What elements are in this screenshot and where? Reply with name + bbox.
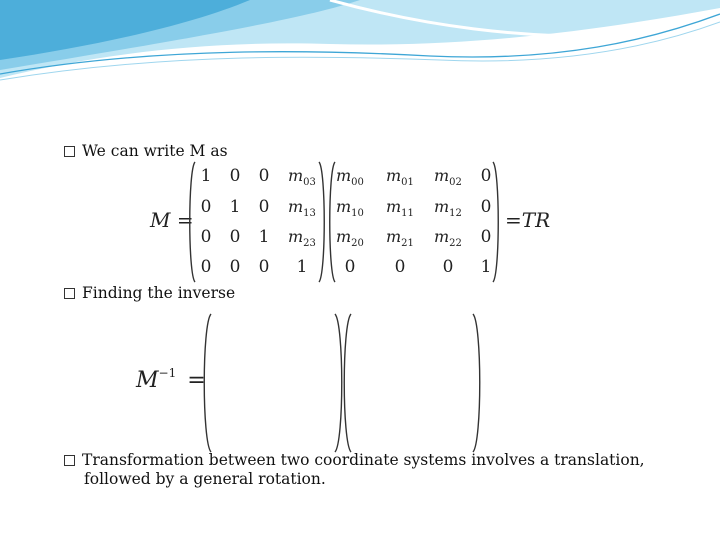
bullet-text-line2: followed by a general rotation. <box>84 470 326 488</box>
r-matrix-cell: 0 <box>480 227 492 247</box>
box-bullet-icon <box>64 455 75 466</box>
r-matrix-cell: $m_{01}$ <box>386 166 414 189</box>
eq1-rhs-tr: TR <box>521 208 551 232</box>
eq2-lhs-sup: −1 <box>158 366 177 380</box>
t-matrix-cell: $m_{23}$ <box>288 227 316 250</box>
t-matrix-cell: 1 <box>200 166 212 186</box>
t-matrix-cell: 0 <box>200 257 212 277</box>
r-matrix-cell: 0 <box>344 257 356 277</box>
box-bullet-icon <box>64 288 75 299</box>
r-matrix-cell: 0 <box>442 257 454 277</box>
inverse-matrix1-left-bracket <box>200 312 212 454</box>
r-matrix-cell: 0 <box>480 166 492 186</box>
r-matrix-cell: 0 <box>480 197 492 217</box>
t-matrix-cell: 0 <box>258 166 270 186</box>
r-matrix-cell: $m_{02}$ <box>434 166 462 189</box>
bullet-finding-inverse <box>64 284 235 303</box>
inverse-matrix2-left-bracket <box>340 312 352 454</box>
t-matrix-cell: 0 <box>229 257 241 277</box>
r-matrix-cell: $m_{20}$ <box>336 227 364 250</box>
r-matrix-cell: $m_{10}$ <box>336 197 364 220</box>
bullet-transformation <box>64 451 645 489</box>
t-matrix-cell: 0 <box>258 197 270 217</box>
eq1-rhs-eq: = <box>505 208 522 232</box>
t-matrix-cell: 0 <box>229 227 241 247</box>
inverse-matrix2-right-bracket <box>472 312 484 454</box>
eq1-eq-sign: = <box>176 208 194 232</box>
r-matrix-cell: $m_{11}$ <box>386 197 414 220</box>
bullet-text: Finding the inverse <box>82 284 236 302</box>
r-matrix-cell: 0 <box>394 257 406 277</box>
eq1-lhs-var: M <box>150 208 171 232</box>
r-matrix-cell: 1 <box>480 257 492 277</box>
r-matrix-cell: $m_{12}$ <box>434 197 462 220</box>
t-matrix-cell: 1 <box>296 257 308 277</box>
eq1-rhs <box>505 208 550 232</box>
bullet-text: We can write M as <box>82 142 228 160</box>
t-matrix-cell: $m_{03}$ <box>288 166 316 189</box>
r-matrix-cell: $m_{22}$ <box>434 227 462 250</box>
bullet-write-m <box>64 142 228 161</box>
t-matrix-cell: 0 <box>258 257 270 277</box>
box-bullet-icon <box>64 146 75 157</box>
eq2-lhs <box>136 366 206 393</box>
r-matrix-cell: $m_{21}$ <box>386 227 414 250</box>
r-matrix-cell: $m_{00}$ <box>336 166 364 189</box>
t-matrix-cell: 0 <box>229 166 241 186</box>
t-matrix-cell: 1 <box>258 227 270 247</box>
header-wave-decoration <box>0 0 720 110</box>
t-matrix-cell: $m_{13}$ <box>288 197 316 220</box>
bullet-text-line1: Transformation between two coordinate systems involves a translation, <box>82 451 645 469</box>
t-matrix-cell: 0 <box>200 197 212 217</box>
eq2-lhs-var: M <box>136 368 159 393</box>
eq2-eq-sign: = <box>187 368 206 393</box>
t-matrix-cell: 1 <box>229 197 241 217</box>
t-matrix-cell: 0 <box>200 227 212 247</box>
